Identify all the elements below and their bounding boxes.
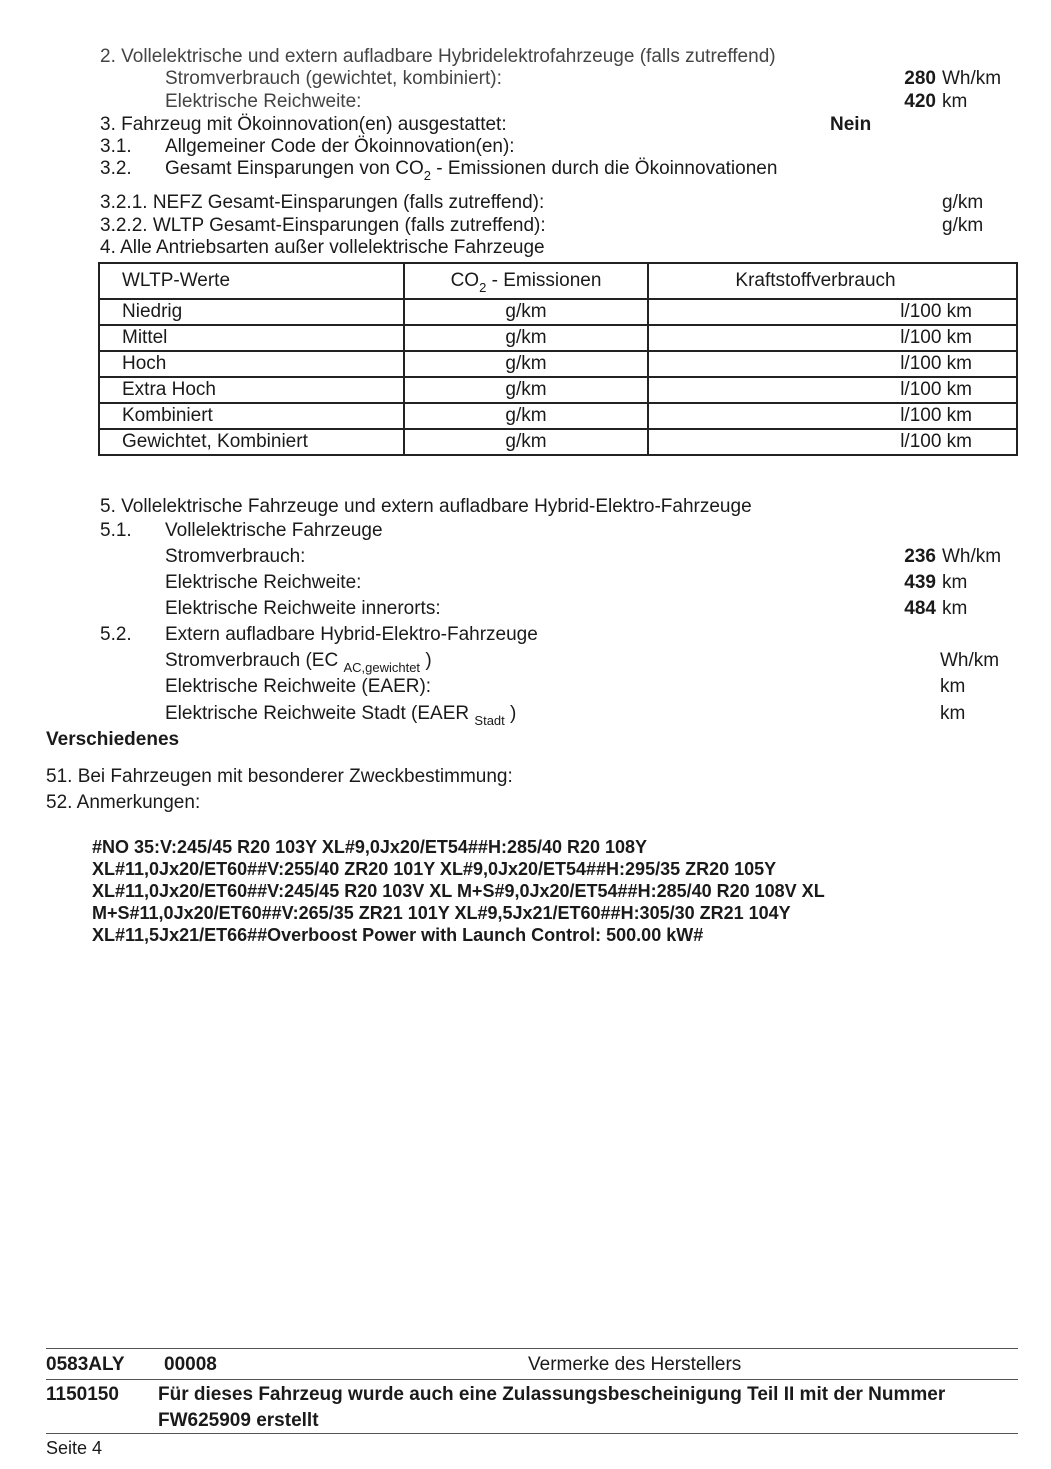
- row-co2: g/km: [404, 377, 648, 403]
- footer-title: Vermerke des Herstellers: [528, 1354, 742, 1375]
- s31-number: 3.1.: [100, 136, 132, 157]
- row-co2: g/km: [404, 325, 648, 351]
- s52-ec-a: Stromverbrauch (EC: [165, 650, 344, 671]
- s51-label: Vollelektrische Fahrzeuge: [165, 520, 383, 541]
- footer-note-line-2: FW625909 erstellt: [158, 1410, 319, 1431]
- table-row: [99, 377, 1017, 403]
- footer-code-3: 1150150: [46, 1384, 119, 1405]
- s322-unit: g/km: [942, 215, 984, 236]
- row-fuel: l/100 km: [648, 429, 1017, 455]
- table-row: [99, 403, 1017, 429]
- s2-power-unit: Wh/km: [942, 68, 1002, 89]
- item-52: 52. Anmerkungen:: [46, 792, 201, 813]
- header-wltp-werte: WLTP-Werte: [99, 263, 404, 299]
- s2-power-value: [898, 68, 1001, 90]
- page-number: Seite 4: [46, 1438, 103, 1458]
- row-fuel: l/100 km: [648, 377, 1017, 403]
- s2-power-label: Stromverbrauch (gewichtet, kombiniert):: [165, 68, 502, 89]
- footer-divider-mid: [46, 1379, 1018, 1380]
- s52-eaer-city-label: [165, 703, 517, 728]
- s51-range-unit: km: [942, 572, 968, 593]
- s52-eaer-city-unit: km: [940, 703, 966, 724]
- s51-power-label: Stromverbrauch:: [165, 546, 306, 567]
- row-fuel: l/100 km: [648, 351, 1017, 377]
- s2-range-number: 420: [904, 91, 936, 112]
- s2-power-number: 280: [904, 68, 936, 89]
- section-5-heading: 5. Vollelektrische Fahrzeuge und extern aufladbare Hybrid-Elektro-Fahrzeuge: [100, 496, 752, 517]
- s2-range-unit: km: [942, 91, 968, 112]
- s51-power-value: [898, 546, 1001, 568]
- header-co2-subscript: 2: [479, 280, 487, 295]
- s51-city-unit: km: [942, 598, 968, 619]
- s31-label: Allgemeiner Code der Ökoinnovation(en):: [165, 136, 515, 157]
- row-label: Mittel: [99, 325, 404, 351]
- row-label: Extra Hoch: [99, 377, 404, 403]
- row-label: Hoch: [99, 351, 404, 377]
- row-fuel: l/100 km: [648, 325, 1017, 351]
- section-3-heading: 3. Fahrzeug mit Ökoinnovation(en) ausgestattet:: [100, 114, 507, 135]
- s51-city-number: 484: [904, 598, 936, 619]
- s51-power-number: 236: [904, 546, 936, 567]
- item-51: 51. Bei Fahrzeugen mit besonderer Zweckbestimmung:: [46, 766, 513, 787]
- section-4-heading: 4. Alle Antriebsarten außer vollelektrische Fahrzeuge: [100, 237, 545, 258]
- footer-divider-top: [46, 1348, 1018, 1349]
- s52-eaer-label: Elektrische Reichweite (EAER):: [165, 676, 432, 697]
- s51-range-number: 439: [904, 572, 936, 593]
- footer-code-2: 00008: [164, 1354, 217, 1375]
- s2-range-value: [898, 91, 967, 113]
- s52-eaer-city-a: Elektrische Reichweite Stadt (EAER: [165, 703, 475, 724]
- s322-label: 3.2.2. WLTP Gesamt-Einsparungen (falls zutreffend):: [100, 215, 546, 236]
- table-row: [99, 325, 1017, 351]
- table-row: [99, 429, 1017, 455]
- footer-divider-bottom: [46, 1433, 1018, 1434]
- s32-label: [165, 158, 778, 183]
- s52-eaer-unit: km: [940, 676, 966, 697]
- header-co2-emissionen: [404, 263, 648, 299]
- wltp-table: [98, 262, 1018, 456]
- row-label: Gewichtet, Kombiniert: [99, 429, 404, 455]
- s52-eaer-city-subscript: Stadt: [474, 713, 505, 728]
- row-co2: g/km: [404, 351, 648, 377]
- s51-city-label: Elektrische Reichweite innerorts:: [165, 598, 441, 619]
- wltp-table-header: [99, 263, 1017, 299]
- s3-value: Nein: [830, 114, 872, 135]
- s51-number: 5.1.: [100, 520, 132, 541]
- row-fuel: l/100 km: [648, 403, 1017, 429]
- row-fuel: l/100 km: [648, 299, 1017, 325]
- misc-heading: Verschiedenes: [46, 729, 180, 750]
- s52-ec-b: ): [420, 650, 432, 671]
- remarks-text: #NO 35:V:245/45 R20 103Y XL#9,0Jx20/ET54##H:285/40 R20 108Y XL#11,0Jx20/ET60##V:255/40 ZR20 101Y XL#9,0Jx20/ET54##H:295/35 ZR20 105Y XL#11,0Jx20/ET60##V:245/45 R20 103V XL M+S#9,0Jx20/ET54##H:285/40 R20 108V XL M+S#11,0Jx20/ET60##V:265/35 ZR21 101Y XL#9,5Jx21/ET60##H:305/30 ZR21 104Y XL#11,5Jx21/ET66##Overboost Power with Launch Control: 500.00 kW#: [92, 837, 825, 945]
- s32-label-a: Gesamt Einsparungen von CO: [165, 158, 424, 179]
- table-row: [99, 351, 1017, 377]
- header-co2-b: - Emissionen: [486, 270, 602, 291]
- row-co2: g/km: [404, 403, 648, 429]
- section-2-heading: 2. Vollelektrische und extern aufladbare Hybridelektrofahrzeuge (falls zutreffend): [100, 46, 776, 67]
- s52-ec-unit: Wh/km: [940, 650, 1000, 671]
- s52-label: Extern aufladbare Hybrid-Elektro-Fahrzeuge: [165, 624, 538, 645]
- row-co2: g/km: [404, 299, 648, 325]
- s51-range-label: Elektrische Reichweite:: [165, 572, 362, 593]
- footer-note-line-1: Für dieses Fahrzeug wurde auch eine Zulassungsbescheinigung Teil II mit der Nummer: [158, 1384, 946, 1405]
- footer-code-1: 0583ALY: [46, 1354, 125, 1375]
- row-co2: g/km: [404, 429, 648, 455]
- header-kraftstoffverbrauch: Kraftstoffverbrauch: [648, 263, 1017, 299]
- s52-ec-label: [165, 650, 432, 675]
- s32-label-b: - Emissionen durch die Ökoinnovationen: [430, 158, 778, 179]
- s52-ec-subscript: AC,gewichtet: [343, 660, 421, 675]
- s51-city-value: [898, 598, 967, 620]
- s32-number: 3.2.: [100, 158, 132, 179]
- s321-label: 3.2.1. NEFZ Gesamt-Einsparungen (falls zutreffend):: [100, 192, 545, 213]
- table-row: [99, 299, 1017, 325]
- row-label: Niedrig: [99, 299, 404, 325]
- row-label: Kombiniert: [99, 403, 404, 429]
- s51-range-value: [898, 572, 967, 594]
- s321-unit: g/km: [942, 192, 984, 213]
- s2-range-label: Elektrische Reichweite:: [165, 91, 362, 112]
- s52-eaer-city-b: ): [504, 703, 517, 724]
- s32-subscript: 2: [423, 168, 431, 183]
- s51-power-unit: Wh/km: [942, 546, 1002, 567]
- s52-number: 5.2.: [100, 624, 132, 645]
- header-co2-a: CO: [450, 270, 480, 291]
